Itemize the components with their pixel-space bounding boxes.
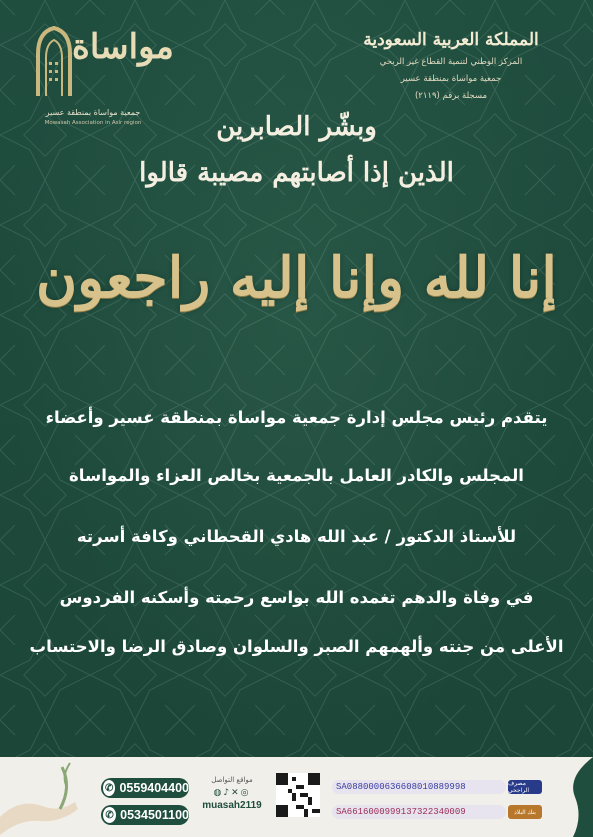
body-line-3: للأستاذ الدكتور / عبد الله هادي القحطاني وكافة أسرته	[76, 527, 517, 546]
calligraphy: إنا لله وإنا إليه راجعون	[36, 245, 557, 311]
social-label: مواقع التواصل	[211, 776, 253, 784]
body-line-1: يتقدم رئيس مجلس إدارة جمعية مواساة بمنطقة عسير وأعضاء	[45, 408, 548, 427]
body-line-4: في وفاة والدهم تغمده الله بواسع رحمته وأسكنه الفردوس	[59, 588, 534, 607]
whatsapp-icon: ✆	[103, 807, 116, 823]
hands-illustration	[0, 757, 90, 837]
corner-ornament	[553, 757, 593, 837]
social-icons[interactable]	[197, 788, 267, 798]
body-line-2: المجلس والكادر العامل بالجمعية بخالص العزاء والمواساة	[69, 466, 524, 485]
phone-icon: ✆	[103, 780, 115, 796]
iban-2[interactable]: SA6616000999137322340009	[332, 805, 506, 819]
bank-logo-alrajhi: مصرف الراجحي	[508, 780, 542, 794]
logo-wordmark: مواساة	[72, 27, 174, 67]
body-line-5: الأعلى من جنته وألهمهم الصبر والسلوان وصادق الرضا والاحتساب	[29, 637, 564, 656]
registration-number: مسجلة برقم (٢١١٩)	[414, 91, 488, 101]
header-right	[351, 30, 551, 101]
iban-1[interactable]: SA0880000636608010889998	[332, 780, 506, 794]
bank-logo-albilad: بنك البلاد	[508, 805, 542, 819]
association-name: جمعية مواساة بمنطقة عسير	[400, 74, 502, 84]
social-block	[197, 776, 267, 811]
qr-code[interactable]	[276, 773, 320, 817]
phone-1[interactable]	[101, 778, 189, 798]
national-center: المركز الوطني لتنمية القطاع غير الربحي	[379, 57, 523, 67]
kingdom-title: المملكة العربية السعودية	[363, 30, 539, 50]
phone-2-number: 0534501100	[120, 808, 189, 822]
arch-icon	[34, 26, 74, 96]
logo-subtitle-en: Mowasah Association in Asir region	[44, 120, 142, 126]
phone-2[interactable]	[101, 805, 189, 825]
logo-subtitle-ar: جمعية مواساة بمنطقة عسير	[45, 108, 141, 117]
phone-1-number: 0559404400	[119, 781, 189, 795]
instagram-icon[interactable]: ◎	[240, 788, 251, 798]
verse-line-1: وبشّر الصابرين	[216, 112, 377, 142]
snapchat-icon[interactable]: ◍	[213, 788, 224, 798]
twitter-icon[interactable]: ✕	[231, 788, 241, 798]
tiktok-icon[interactable]: ♪	[223, 788, 232, 798]
social-handle[interactable]: muasah2119	[202, 800, 262, 811]
verse-line-2: الذين إذا أصابتهم مصيبة قالوا	[139, 158, 454, 188]
